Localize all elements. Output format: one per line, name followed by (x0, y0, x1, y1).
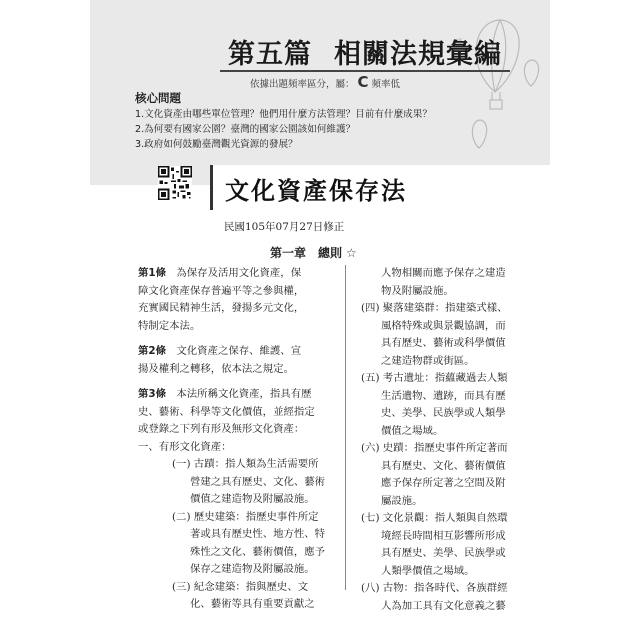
core-question: 2.為何要有國家公園？臺灣的國家公園該如何維護？ (135, 124, 356, 135)
core-questions-heading: 核心問題 (135, 91, 181, 105)
list-item: (五) 考古遺址：指蘊藏過去人類 生活遺物、遺跡，而具有歷 史、美學、民族學或人類學 價值之場域。 (361, 372, 508, 437)
frequency-grade: C (357, 73, 369, 91)
frequency-note: 依據出題頻率區分，屬： C 頻率低 (250, 73, 401, 91)
article-3: 第3條 本法所稱文化資產，指具有歷 史、藝術、科學等文化價值，並經指定 或登錄之下列有形及無形文化資產： 一、有形文化資產： (一) 古蹟：指人類為生活需要所 營建之具有歷史、文化、藝術 價值之建造物及附屬設施。 (二) 歷史建築：指歷史事件所定 著或具有歷史性、地方性、特 殊性之文化、藝術價值，應予 保存之建造物及附屬設施。 (三) 紀念建築：指與歷史、文 化、藝術等具有重要貢獻之 (138, 386, 338, 614)
list-item: (四) 聚落建築群：指建築式樣、 風格特殊或與景觀協調，而 具有歷史、藝術或科學價值 之建造物群或街區。 (361, 302, 508, 367)
list-item: (二) 歷史建築：指歷史事件所定 著或具有歷史性、地方性、特 殊性之文化、藝術價值，應予 保存之建造物及附屬設施。 (172, 510, 326, 575)
list-item: (八) 古物：指各時代、各族群經 人為加工具有文化意義之藝 (361, 582, 508, 612)
star-icon: ☆ (346, 246, 357, 260)
left-column (138, 265, 338, 622)
list-item: (六) 史蹟：指歷史事件所定著而 具有歷史、文化、藝術價值 應予保存所定著之空間及附 屬設施。 (361, 442, 508, 507)
hot-air-balloon-illustration (440, 0, 550, 185)
core-questions-list (135, 107, 432, 152)
law-title: 文化資產保存法 (225, 177, 407, 205)
list-item: (一) 古蹟：指人類為生活需要所 營建之具有歷史、文化、藝術 價值之建造物及附屬設施。 (172, 458, 326, 505)
core-question: 1.文化資產由哪些單位管理？他們用什麼方法管理？目前有什麼成果？ (135, 109, 432, 120)
law-title-box (210, 165, 553, 210)
core-question: 3.政府如何鼓勵臺灣觀光資源的發展？ (135, 139, 298, 150)
part-title: 第五篇 相關法規彙編 (228, 39, 502, 70)
right-column (355, 265, 515, 615)
title-underline (220, 70, 510, 72)
list-item: (三) 紀念建築：指與歷史、文 化、藝術等具有重要貢獻之 (172, 580, 315, 610)
column-divider (345, 265, 346, 590)
list-item: (七) 文化景觀：指人類與自然環 境經長時間相互影響所形成 具有歷史、美學、民族學或 人類學價值之場域。 (361, 512, 508, 577)
list-item-continued: 人物相關而應予保存之建造 物及附屬設施。 (381, 267, 506, 297)
amendment-date: 民國105年07月27日修正 (224, 221, 345, 233)
article-2: 第2條 文化資產之保存、維護、宣 揚及權利之轉移，依本法之規定。 (138, 345, 302, 375)
article-1: 第1條 為保存及活用文化資產，保 障文化資產保存普遍平等之參與權， 充實國民精神生活，發揚多元文化， 特制定本法。 (138, 267, 305, 332)
chapter-heading: 第一章 總則 ☆ (270, 246, 357, 260)
qr-code-icon (158, 166, 192, 200)
